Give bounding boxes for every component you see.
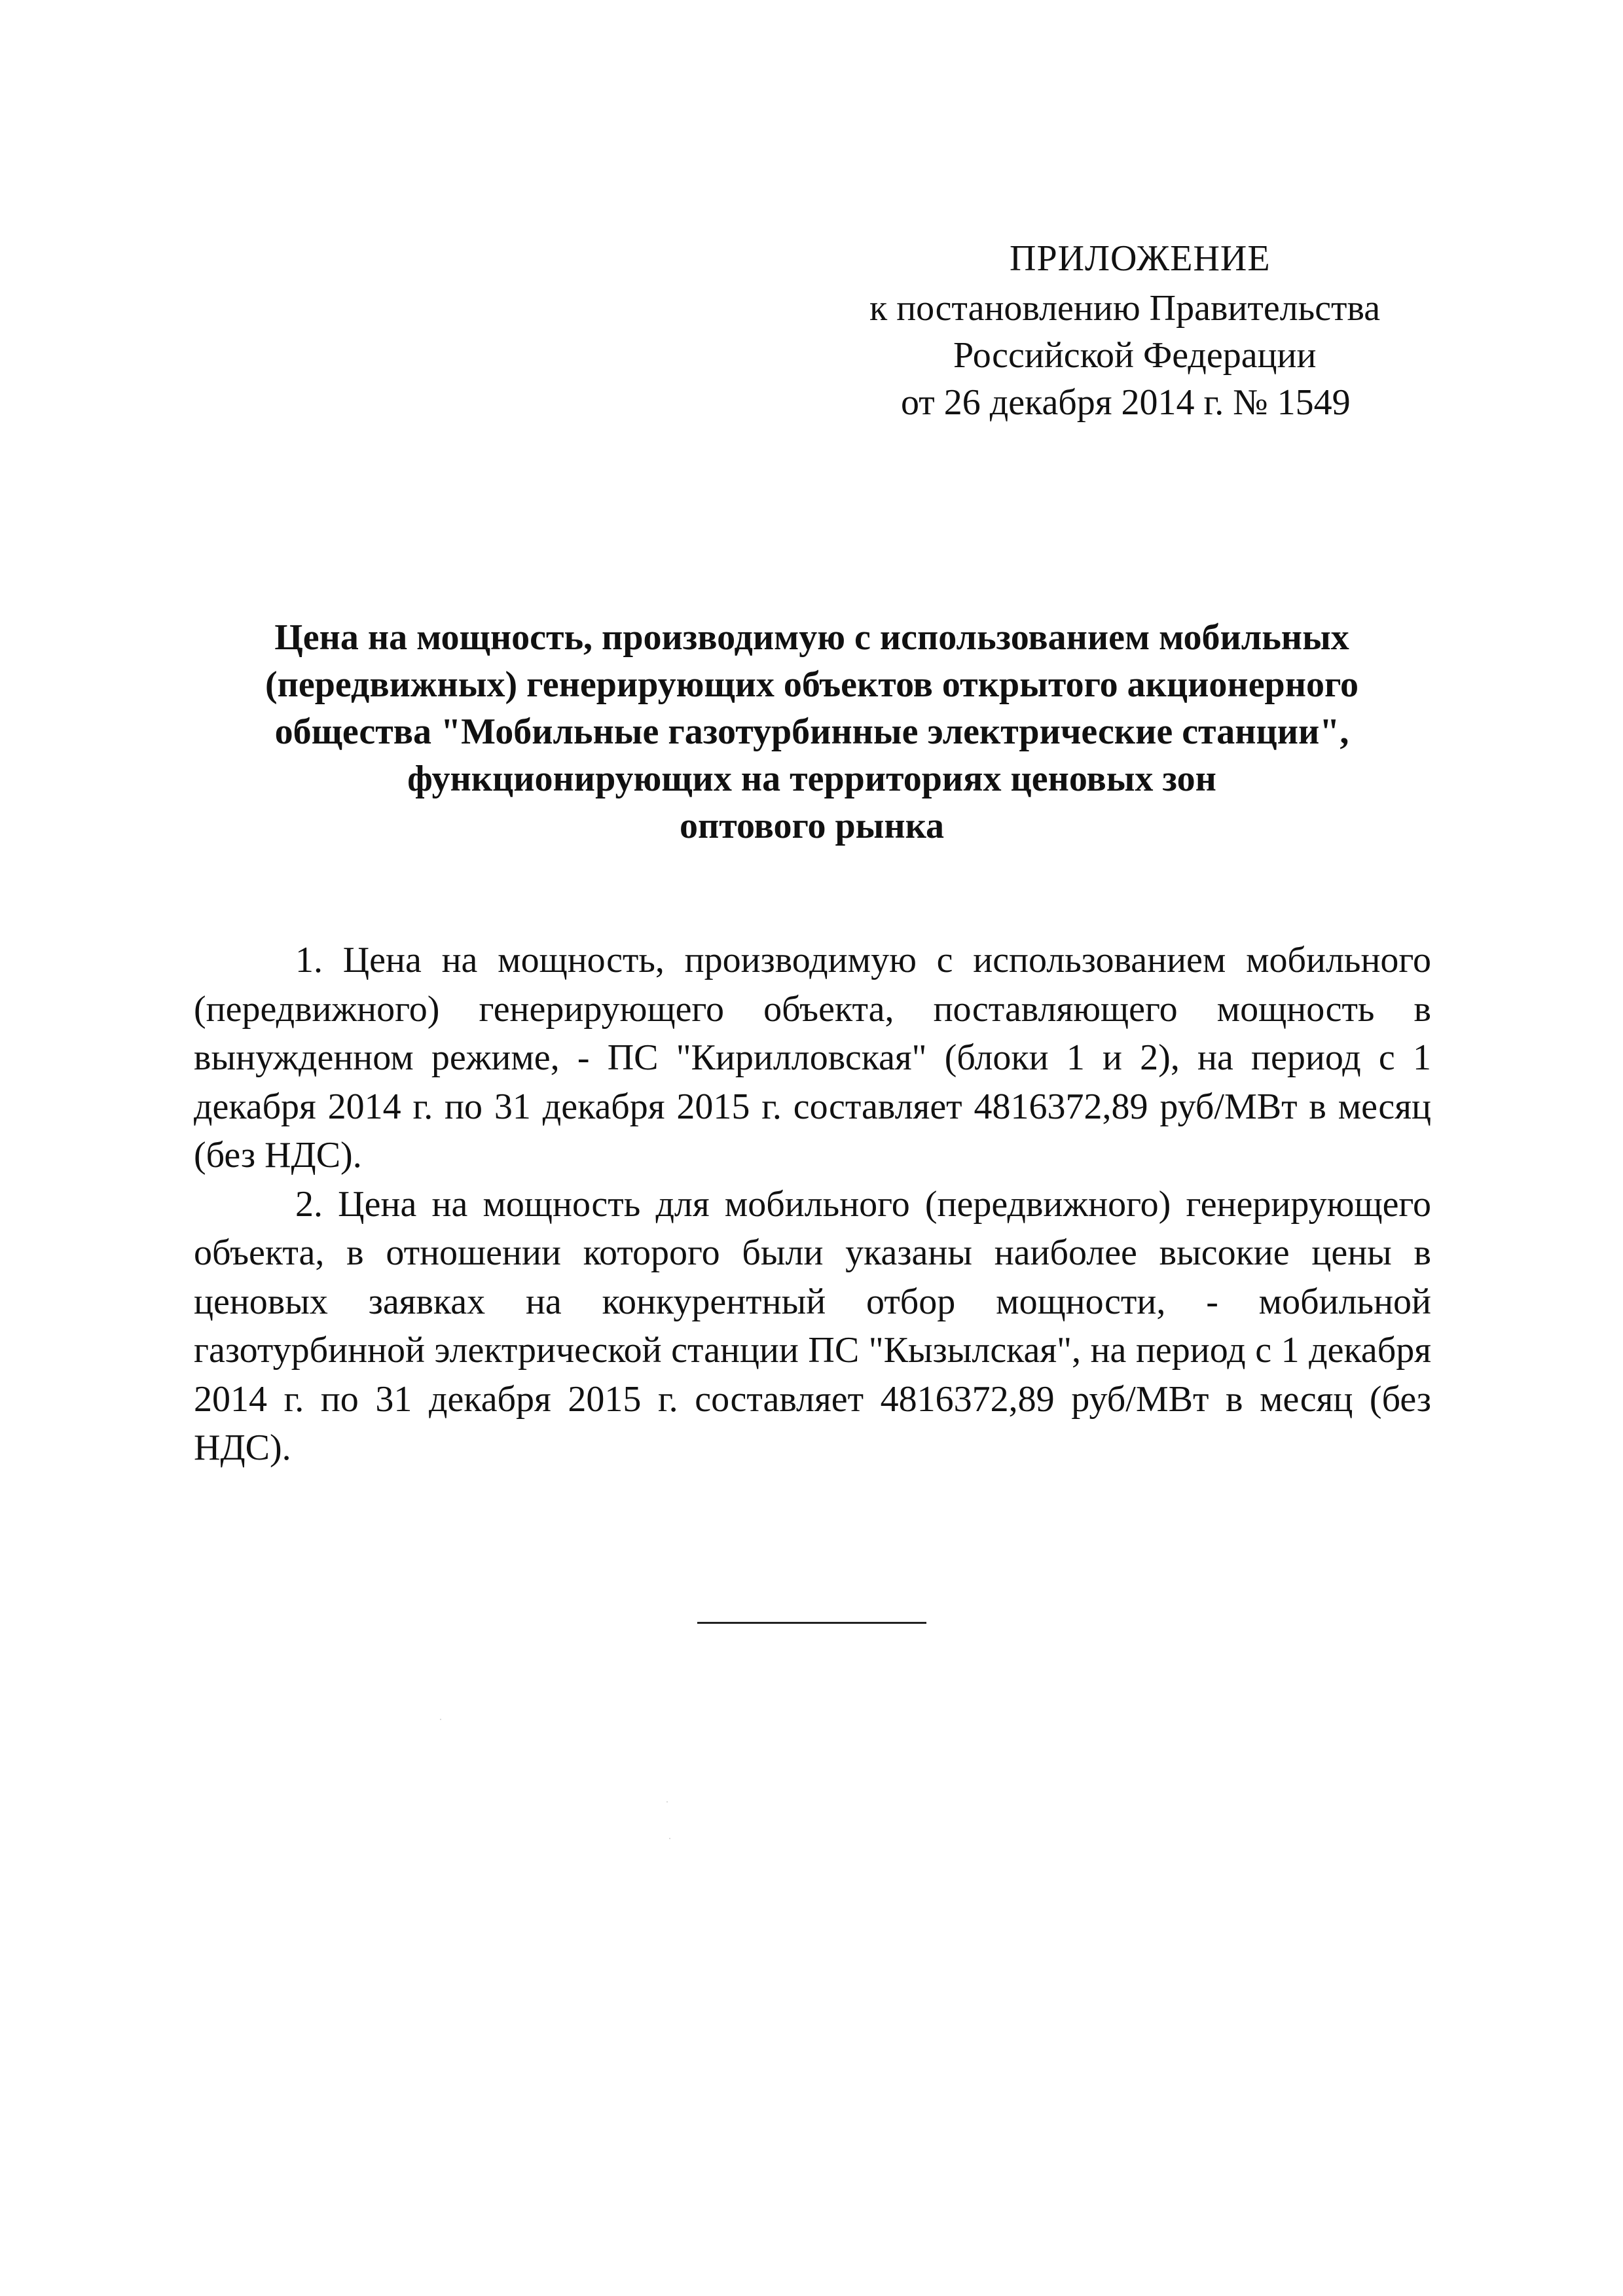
title-line: общества "Мобильные газотурбинные электрические станции", [274,711,1349,752]
title-line: функционирующих на территориях ценовых зон [407,759,1216,799]
appendix-federation-line: Российской Федерации [953,335,1317,376]
scan-speck [440,1719,441,1720]
document-title [183,614,1440,850]
scan-speck [669,1838,670,1839]
document-body [194,936,1431,1473]
title-line: оптового рынка [679,806,945,846]
paragraph-1: 1. Цена на мощность, производимую с использованием мобильного (передвижного) генерирующего объекта, поставляющего мощность в вынужденном режиме, - ПС "Кирилловская" (блоки 1 и 2), на период с 1 декабря 2014 г. по 31 декабря 2015 г. составляет 4816372,89 руб/МВт в месяц (без НДС). [194,940,1431,1175]
appendix-label: ПРИЛОЖЕНИЕ [1010,238,1271,279]
scan-speck [666,1801,668,1803]
closing-rule [697,1622,926,1624]
paragraph-2: 2. Цена на мощность для мобильного (передвижного) генерирующего объекта, в отношении которого были указаны наиболее высокие цены в ценовых заявках на конкурентный отбор мощности, - мобильной газотурбинной электрической станции ПС "Кызылская", на период с 1 декабря 2014 г. по 31 декабря 2015 г. составляет 4816372,89 руб/МВт в месяц (без НДС). [194,1183,1431,1468]
title-line: (передвижных) генерирующих объектов открытого акционерного [265,664,1359,705]
appendix-resolution-line: к постановлению Правительства [869,288,1381,329]
title-line: Цена на мощность, производимую с использованием мобильных [274,617,1349,658]
appendix-date-number-line: от 26 декабря 2014 г. № 1549 [901,382,1351,423]
